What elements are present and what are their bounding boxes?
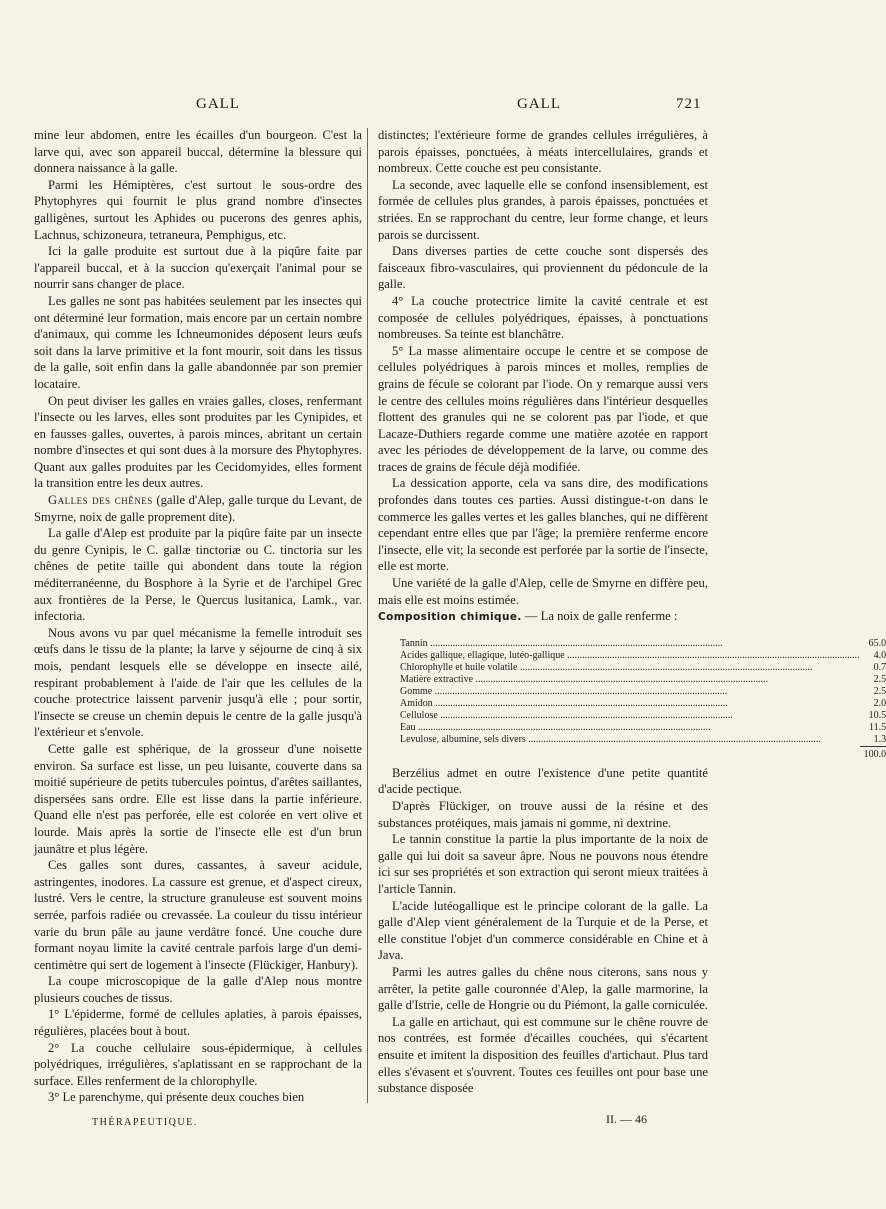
paragraph: Parmi les Hémiptères, c'est surtout le sous-ordre des Phytophyres qui fournit le plus grand nombre d'insectes galligènes, surtout les Aphides ou pucerons des genres aphis, Lachnus, schizoneura, tetraneura, Pemphigus, etc. [34, 177, 362, 242]
paragraph: Berzélius admet en outre l'existence d'une petite quantité d'acide pectique. [378, 765, 708, 797]
component-value: 65.0 [868, 637, 886, 649]
component-name: Cellulose ..... [400, 710, 860, 722]
paragraph: Ces galles sont dures, cassantes, à saveur acidule, astringentes, inodores. La cassure est grenue, et d'aspect cireux, lustré. Vers le centre, la structure granuleuse est souvent moins serrée, parfois radiée ou crevassée. La couleur du tissu intérieur varie du brun pâle au jaune verdâtre foncé. Une couche dure formant noyau limite la cavité centrale parfois large d'un demi-centimètre qui sert de logement à l'insecte (Flückiger, Hanbury). [34, 858, 362, 972]
section-heading: Galles des chênes [48, 493, 153, 508]
column-divider [367, 128, 368, 1103]
paragraph: 3° Le parenchyme, qui présente deux couches bien [48, 1090, 305, 1105]
paragraph: Parmi les autres galles du chêne nous citerons, sans nous y arrêter, la petite galle couronnée d'Alep, la galle marmorine, la galle d'Istrie, celle de Hongrie ou du Piémont, la galle corniculée. [378, 964, 708, 1013]
paragraph-text: — La noix de galle renferme : [524, 609, 678, 624]
paragraph: La galle en artichaut, qui est commune sur le chêne rouvre de nos contrées, est formée d'écailles couchées, qui s'écartent ensuite et imitent la disposition des feuilles d'artichaut. Plus tard elles s'évasent et s'ouvrent. Toutes ces feuilles ont pour base une substance disposée [378, 1014, 708, 1096]
component-value: 2.5 [873, 673, 886, 685]
left-column [34, 127, 362, 1106]
paragraph: La dessication apporte, cela va sans dire, des modifications profondes dans toutes ces parties. Aussi distingue-t-on dans le commerce les galles vertes et les galles blanches, qui ne diffèrent cependant entre elles que par l'âge; la première renferme encore l'insecte, elle vit; la seconde est perforée par la sortie de l'insecte, elle est morte. [378, 476, 708, 574]
paragraph: Nous avons vu par quel mécanisme la femelle introduit ses œufs dans le tissu de la plante; la larve y séjourne de cinq à six mois, pendant lesquels elle se développe en insecte ailé, respirant probablement à l'aide de l'air que les cellules de la couche protectrice laissent parvenir jusqu'à elle ; pour sortir, l'insecte se creuse un chemin depuis le centre de la galle jusqu'à l'extérieur et s'envole. [34, 625, 362, 740]
page-number: 721 [676, 96, 702, 112]
paragraph: L'acide lutéogallique est le principe colorant de la galle. La galle d'Alep vient généralement de la Turquie et de la Perse, et elle constitue l'objet d'un commerce considérable en Chine et à Java. [378, 898, 708, 963]
composition-row [400, 662, 886, 674]
composition-row [400, 638, 886, 650]
component-name: Eau ..... [400, 722, 860, 734]
component-name: Acides gallique, ellagique, lutéo-gallique ..... [400, 650, 860, 662]
section-heading: Composition chimique. [378, 611, 522, 624]
running-head-center: GALL [517, 96, 561, 112]
paragraph: 2° La couche cellulaire sous-épidermique, à cellules polyédriques, irrégulières, s'aplatissant en se rapprochant de la surface. Elles renferment de la chlorophylle. [34, 1040, 362, 1088]
component-name: Gomme ..... [400, 686, 860, 698]
composition-row [400, 698, 886, 710]
paragraph-galles-des-chenes [34, 492, 362, 525]
composition-total: 100.0 [860, 746, 886, 761]
paragraph: Cette galle est sphérique, de la grosseur d'une noisette environ. Sa surface est lisse, un peu luisante, couverte dans sa moitié supérieure de petits tubercules pointus, d'arêtes saillantes, dispersées sans ordre. Elle est lisse dans la partie inférieure. Quand elle n'est pas perforée, elle est colorée en vert olive et lourde. Mais après la sortie de l'insecte elle est d'un brun jaunâtre et plus légère. [34, 741, 362, 856]
paragraph: Dans diverses parties de cette couche sont dispersés des faisceaux fibro-vasculaires, qui proviennent du pédoncule de la galle. [378, 244, 708, 292]
paragraph-composition [378, 608, 708, 626]
paragraph: La coupe microscopique de la galle d'Alep nous montre plusieurs couches de tissus. [34, 974, 362, 1005]
composition-total-row [400, 746, 886, 761]
footer-signature: THÉRAPEUTIQUE. [92, 1117, 198, 1128]
composition-row [400, 734, 886, 747]
paragraph: Ici la galle produite est surtout due à la piqûre faite par l'appareil buccal, et à la succion qu'exerçait l'animal pour se nourrir sans changer de place. [34, 244, 362, 292]
component-value: 2.0 [873, 697, 886, 709]
paragraph: La seconde, avec laquelle elle se confond insensiblement, est formée de cellules plus grandes, à parois épaisses, ponctuées et striées. En se rapprochant du centre, leur forme change, et leurs parois se durcissent. [378, 177, 708, 242]
component-value: 4.0 [873, 649, 886, 661]
component-name: Tannin ..... [400, 638, 860, 650]
paragraph: 1° L'épiderme, formé de cellules aplaties, à parois épaisses, régulières, placées bout à bout. [34, 1007, 362, 1039]
component-name: Amidon ..... [400, 698, 860, 710]
right-column [378, 127, 886, 1097]
component-value: 2.5 [873, 685, 886, 697]
component-value: 0.7 [873, 661, 886, 673]
paragraph: 5° La masse alimentaire occupe le centre et se compose de cellules polyédriques à parois minces et molles, remplies de grains de fécule se colorant par l'iode. On y remarque aussi vers le centre des cellules moins régulières dans l'intérieur desquelles flottent des granules qui ne se colorent pas par l'iode, et que Lacaze-Duthiers regarde comme une matière azotée en rapport avec les périodes de développement de la larve, ou comme des traces de grains de fécule déjà modifiée. [378, 343, 708, 474]
paragraph-text: (galle d'Alep, galle turque du Levant, de Smyrne, noix de galle proprement dite). [34, 493, 362, 524]
composition-row [400, 650, 886, 662]
paragraph: La galle d'Alep est produite par la piqûre faite par un insecte du genre Cynipis, le C. gallæ tinctoriæ ou C. tinctoria sur les chênes de petite taille qui abondent dans toute la région méditerranéenne, du Bosphore à la Syrie et de l'archipel Grec aux frontières de la Perse, le Quercus lusitanica, Lamk., var. infectoria. [34, 526, 362, 624]
component-name: Matière extractive ..... [400, 674, 860, 686]
component-name: Levulose, albumine, sels divers ..... [400, 734, 860, 747]
paragraph: D'après Flückiger, on trouve aussi de la résine et des substances protéiques, mais jamais ni gomme, ni dextrine. [378, 799, 708, 830]
running-head-left: GALL [196, 96, 240, 112]
paragraph: Les galles ne sont pas habitées seulement par les insectes qui ont déterminé leur formation, mais encore par un certain nombre d'animaux, qui comme les Ichneumonides déposent leurs œufs soit dans la larve primitive et la font mourir, soit dans les tissus de la galle, soit enfin dans la galle abandonnée par son premier locataire. [34, 293, 362, 391]
paragraph: On peut diviser les galles en vraies galles, closes, renfermant l'insecte ou les larves, elles sont produites par les Cynipides, et en fausses galles, ouvertes, à parois minces, abritant un certain nombre d'insectes et qui sont dues à la morsure des Phytophyres. Quant aux galles produites par les Cecidomyides, elles forment la transition entre les deux autres. [34, 393, 362, 491]
paragraph: Le tannin constitue la partie la plus importante de la noix de galle qui lui doit sa saveur âpre. Nous ne pouvons nous étendre ici sur ses propriétés et son extraction qui seront mieux traitées à l'article Tannin. [378, 832, 708, 896]
component-value: 10.5 [868, 709, 886, 721]
composition-table [400, 638, 886, 761]
paragraph: Une variété de la galle d'Alep, celle de Smyrne en diffère peu, mais elle est moins estimée. [378, 576, 708, 607]
component-value: 11.5 [869, 721, 886, 733]
footer-volume-mark: II. — 46 [606, 1112, 647, 1126]
paragraph: 4° La couche protectrice limite la cavité centrale et est composée de cellules polyédriques, épaisses, à ponctuations nombreuses. Sa teinte est blanchâtre. [378, 293, 708, 342]
composition-row [400, 710, 886, 722]
composition-row [400, 674, 886, 686]
component-value: 1.3 [873, 733, 886, 745]
component-name: Chlorophylle et huile volatile ..... [400, 662, 860, 674]
composition-row [400, 686, 886, 698]
paragraph: distinctes; l'extérieure forme de grandes cellules irrégulières, à parois épaisses, ponctuées, à méats intercellulaires, grands et nombreux. Cette couche est peu consistante. [378, 128, 708, 176]
composition-row [400, 722, 886, 734]
paragraph: mine leur abdomen, entre les écailles d'un bourgeon. C'est la larve qui, avec son appareil buccal, détermine la blessure qui donnera naissance à la galle. [34, 128, 362, 176]
spacer-cell [400, 746, 860, 761]
